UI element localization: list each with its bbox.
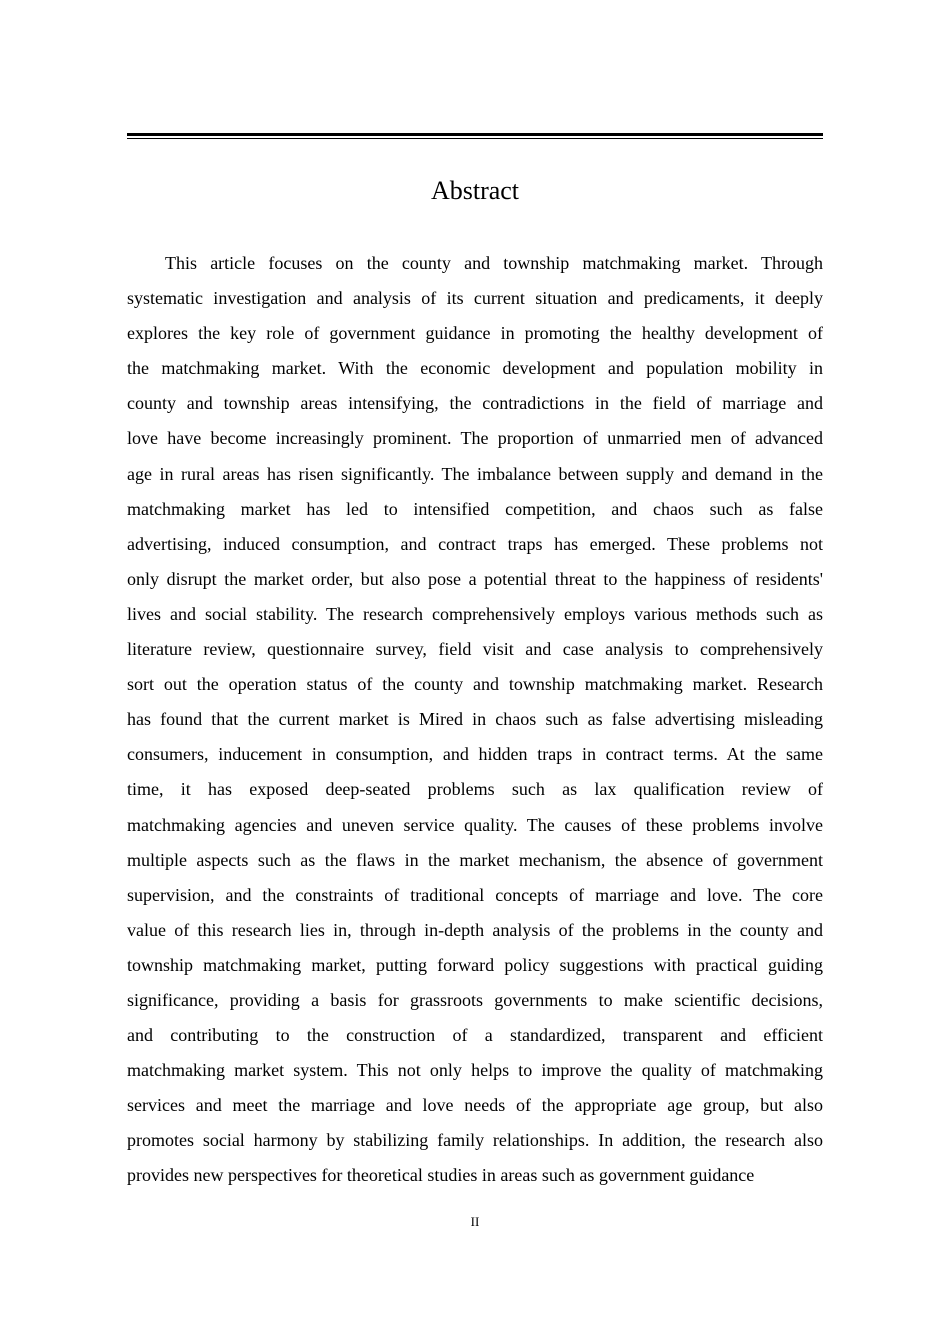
paragraph-line: provides new perspectives for theoretical studies in areas such as government guidance — [127, 1165, 755, 1186]
paragraph-line: literature review, questionnaire survey, field visit and case analysis to comprehensively — [127, 639, 823, 660]
paragraph-line: the matchmaking market. With the economic development and population mobility in — [127, 358, 823, 379]
paragraph-line: This article focuses on the county and township matchmaking market. Through — [165, 253, 823, 273]
paragraph-line: consumers, inducement in consumption, and hidden traps in contract terms. At the same — [127, 744, 823, 765]
paragraph-line: services and meet the marriage and love needs of the appropriate age group, but also — [127, 1095, 823, 1116]
page-title: Abstract — [430, 176, 520, 205]
paragraph-line: matchmaking agencies and uneven service quality. The causes of these problems involve — [127, 814, 823, 835]
paragraph-line: township matchmaking market, putting forward policy suggestions with practical guiding — [127, 954, 823, 975]
page-number: II — [470, 1214, 480, 1229]
paragraph-line: promotes social harmony by stabilizing family relationships. In addition, the research also — [127, 1130, 823, 1151]
abstract-body — [127, 250, 823, 1198]
paragraph-line: time, it has exposed deep-seated problems such as lax qualification review of — [127, 779, 823, 800]
paragraph-line: multiple aspects such as the flaws in the market mechanism, the absence of government — [127, 849, 823, 870]
paragraph-line: sort out the operation status of the county and township matchmaking market. Research — [127, 674, 823, 695]
paragraph-line: advertising, induced consumption, and contract traps has emerged. These problems not — [127, 533, 823, 554]
paragraph-line: and contributing to the construction of a standardized, transparent and efficient — [127, 1025, 823, 1046]
paragraph-line: explores the key role of government guidance in promoting the healthy development of — [127, 323, 823, 344]
paragraph-line: county and township areas intensifying, the contradictions in the field of marriage and — [127, 393, 823, 414]
paragraph-line: age in rural areas has risen significantly. The imbalance between supply and demand in the — [127, 463, 823, 484]
paragraph-line: matchmaking market has led to intensified competition, and chaos such as false — [127, 498, 823, 519]
header-rule-thin — [127, 138, 823, 139]
paragraph-line: supervision, and the constraints of traditional concepts of marriage and love. The core — [127, 884, 823, 905]
paragraph-line: lives and social stability. The research comprehensively employs various methods such as — [127, 603, 823, 624]
paragraph-line: love have become increasingly prominent. The proportion of unmarried men of advanced — [127, 428, 823, 449]
paragraph-line: only disrupt the market order, but also pose a potential threat to the happiness of residents' — [127, 568, 823, 589]
paragraph-line: significance, providing a basis for grassroots governments to make scientific decisions, — [127, 989, 823, 1010]
paragraph-line: matchmaking market system. This not only helps to improve the quality of matchmaking — [127, 1060, 823, 1081]
paragraph-line: systematic investigation and analysis of its current situation and predicaments, it deeply — [127, 288, 823, 309]
paragraph-line: value of this research lies in, through in-depth analysis of the problems in the county and — [127, 919, 823, 940]
header-rule-thick — [127, 133, 823, 136]
paragraph-line: has found that the current market is Mired in chaos such as false advertising misleading — [127, 709, 823, 730]
